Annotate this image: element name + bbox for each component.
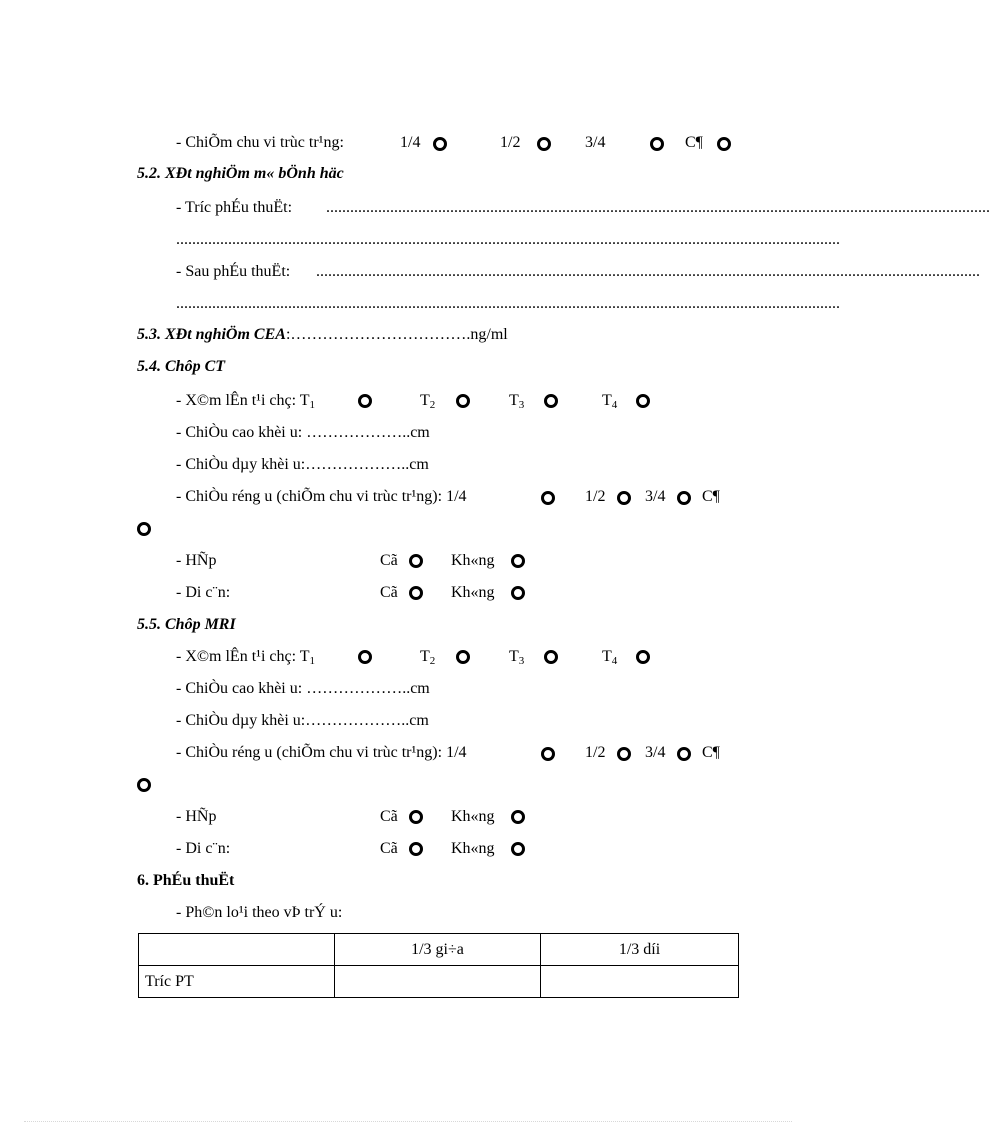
table-header-cell xyxy=(139,934,335,966)
fill-dots[interactable]: ...................................................................................................................................................................... xyxy=(316,263,980,280)
option-label: C¶ xyxy=(702,488,720,505)
no-label: Kh«ng xyxy=(451,808,495,825)
option-label: 3/4 xyxy=(645,744,666,761)
tumor-thickness[interactable]: - ChiÒu dµy khèi u:………………..cm xyxy=(176,456,429,473)
page-bottom-divider xyxy=(24,1121,792,1122)
option-label: 3/4 xyxy=(645,488,666,505)
fill-dots[interactable]: ...................................................................................................................................................................... xyxy=(176,231,840,248)
option-label: 1/4 xyxy=(400,134,421,151)
section-heading-5-2: 5.2. XÐt nghiÖm m« bÖnh häc xyxy=(137,165,344,182)
radio-circle-icon[interactable] xyxy=(358,394,372,408)
stenosis-label: - HÑp xyxy=(176,552,217,569)
radio-circle-icon[interactable] xyxy=(541,747,555,761)
radio-circle-icon[interactable] xyxy=(511,842,525,856)
radio-circle-icon[interactable] xyxy=(617,491,631,505)
metastasis-label: - Di c¨n: xyxy=(176,584,231,601)
section-5-3 xyxy=(137,325,508,345)
table-header-row xyxy=(139,934,739,966)
option-label: 3/4 xyxy=(585,134,606,151)
radio-circle-icon[interactable] xyxy=(409,842,423,856)
radio-circle-icon[interactable] xyxy=(650,137,664,151)
stenosis-label: - HÑp xyxy=(176,808,217,825)
yes-label: Cã xyxy=(380,840,398,857)
radio-circle-icon[interactable] xyxy=(677,491,691,505)
table-cell: Tríc PT xyxy=(139,966,335,998)
tumor-height[interactable]: - ChiÒu cao khèi u: ………………..cm xyxy=(176,424,430,441)
no-label: Kh«ng xyxy=(451,840,495,857)
radio-circle-icon[interactable] xyxy=(456,394,470,408)
option-label: C¶ xyxy=(685,134,703,151)
metastasis-label: - Di c¨n: xyxy=(176,840,231,857)
section-heading-6: 6. PhÉu thuËt xyxy=(137,872,235,889)
radio-circle-icon[interactable] xyxy=(544,394,558,408)
radio-circle-icon[interactable] xyxy=(137,778,151,792)
fill-dots[interactable]: ...................................................................................................................................................................... xyxy=(326,199,990,216)
section-heading-5-4: 5.4. Chôp CT xyxy=(137,358,226,375)
radio-circle-icon[interactable] xyxy=(511,586,525,600)
circumference-label: - ChiÕm chu vi trùc tr¹ng: xyxy=(176,134,344,151)
radio-circle-icon[interactable] xyxy=(511,810,525,824)
no-label: Kh«ng xyxy=(451,552,495,569)
table-header-cell: 1/3 gi÷a xyxy=(335,934,541,966)
t-option: $T_2$ xyxy=(420,392,436,411)
table-header-cell: 1/3 díi xyxy=(541,934,739,966)
tumor-thickness[interactable]: - ChiÒu dµy khèi u:………………..cm xyxy=(176,712,429,729)
radio-circle-icon[interactable] xyxy=(541,491,555,505)
table-cell[interactable] xyxy=(541,966,739,998)
radio-circle-icon[interactable] xyxy=(137,522,151,536)
tumor-width-label: - ChiÒu réng u (chiÕm chu vi trùc tr¹ng): 1/4 xyxy=(176,488,467,505)
t-option: $T_3$ xyxy=(509,648,525,667)
radio-circle-icon[interactable] xyxy=(677,747,691,761)
radio-circle-icon[interactable] xyxy=(433,137,447,151)
table-row xyxy=(139,966,739,998)
no-label: Kh«ng xyxy=(451,584,495,601)
option-label: 1/2 xyxy=(585,744,606,761)
fill-dots[interactable]: ...................................................................................................................................................................... xyxy=(176,295,840,312)
tumor-width-label: - ChiÒu réng u (chiÕm chu vi trùc tr¹ng): 1/4 xyxy=(176,744,467,761)
radio-circle-icon[interactable] xyxy=(617,747,631,761)
option-label: 1/2 xyxy=(500,134,521,151)
invasion-label: - X©m lÊn t¹i chç: $T_1$ xyxy=(176,392,316,411)
section-heading-5-3: 5.3. XÐt nghiÖm CEA xyxy=(137,326,286,343)
t-option: $T_2$ xyxy=(420,648,436,667)
t-option: $T_4$ xyxy=(602,648,618,667)
circumference-row xyxy=(176,133,344,153)
before-surgery-label: - Tríc phÉu thuËt: xyxy=(176,199,293,216)
after-surgery-label: - Sau phÉu thuËt: xyxy=(176,263,291,280)
radio-circle-icon[interactable] xyxy=(456,650,470,664)
section-heading-5-5: 5.5. Chôp MRI xyxy=(137,616,236,633)
table-cell[interactable] xyxy=(335,966,541,998)
radio-circle-icon[interactable] xyxy=(511,554,525,568)
radio-circle-icon[interactable] xyxy=(358,650,372,664)
yes-label: Cã xyxy=(380,808,398,825)
radio-circle-icon[interactable] xyxy=(537,137,551,151)
radio-circle-icon[interactable] xyxy=(636,394,650,408)
invasion-label: - X©m lÊn t¹i chç: $T_1$ xyxy=(176,648,316,667)
option-label: C¶ xyxy=(702,744,720,761)
radio-circle-icon[interactable] xyxy=(409,586,423,600)
radio-circle-icon[interactable] xyxy=(544,650,558,664)
option-label: 1/2 xyxy=(585,488,606,505)
radio-circle-icon[interactable] xyxy=(717,137,731,151)
tumor-height[interactable]: - ChiÒu cao khèi u: ………………..cm xyxy=(176,680,430,697)
location-table xyxy=(138,933,739,998)
t-option: $T_3$ xyxy=(509,392,525,411)
classification-label: - Ph©n lo¹i theo vÞ trÝ u: xyxy=(176,904,343,921)
cea-field[interactable]: :…………………………….ng/ml xyxy=(285,326,508,343)
radio-circle-icon[interactable] xyxy=(636,650,650,664)
radio-circle-icon[interactable] xyxy=(409,554,423,568)
t-option: $T_4$ xyxy=(602,392,618,411)
yes-label: Cã xyxy=(380,584,398,601)
radio-circle-icon[interactable] xyxy=(409,810,423,824)
yes-label: Cã xyxy=(380,552,398,569)
